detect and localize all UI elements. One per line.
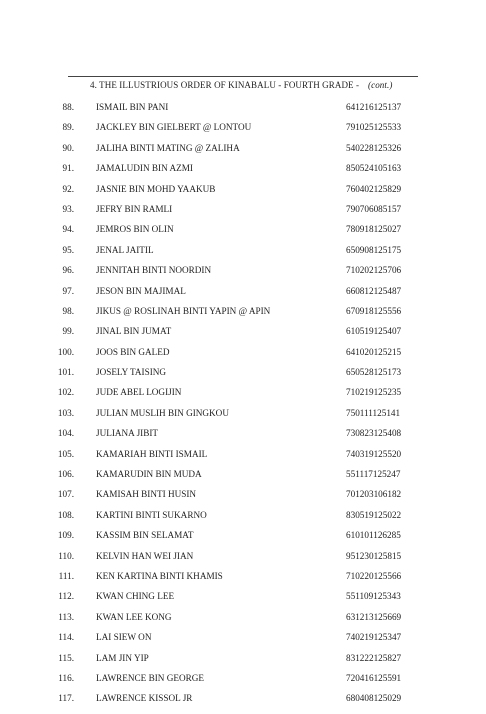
recipient-name: KWAN CHING LEE <box>96 591 175 602</box>
item-number: 92. <box>62 183 74 194</box>
item-number: 97. <box>62 285 74 296</box>
ic-number: 830519125022 <box>346 509 402 520</box>
item-number: 112. <box>58 591 74 602</box>
item-number: 115. <box>58 652 74 663</box>
header-divider <box>68 76 418 77</box>
recipient-name: KAMISAH BINTI HUSIN <box>96 489 197 500</box>
item-number: 108. <box>57 509 74 520</box>
recipient-list <box>0 102 486 714</box>
item-number: 116. <box>58 672 74 683</box>
list-item <box>0 122 486 142</box>
item-number: 96. <box>62 265 74 276</box>
ic-number: 951230125815 <box>346 550 402 561</box>
recipient-name: JENAL JAITIL <box>96 244 154 255</box>
recipient-name: JIKUS @ ROSLINAH BINTI YAPIN @ APIN <box>96 305 271 316</box>
list-item <box>0 591 486 611</box>
list-item <box>0 367 486 387</box>
ic-number: 641216125137 <box>346 102 402 112</box>
ic-number: 670918125556 <box>346 305 402 316</box>
ic-number: 790706085157 <box>346 203 402 214</box>
ic-number: 791025125533 <box>346 122 402 133</box>
ic-number: 831222125827 <box>346 652 402 663</box>
list-item <box>0 245 486 265</box>
list-item <box>0 224 486 244</box>
ic-number: 710220125566 <box>346 570 402 581</box>
item-number: 109. <box>57 530 74 541</box>
recipient-name: JUDE ABEL LOGIJIN <box>96 387 182 398</box>
ic-number: 780918125027 <box>346 224 402 235</box>
list-item <box>0 102 486 122</box>
recipient-name: JESON BIN MAJIMAL <box>96 285 186 296</box>
list-item <box>0 693 486 713</box>
item-number: 100. <box>57 346 74 357</box>
list-item <box>0 551 486 571</box>
recipient-name: JEMROS BIN OLIN <box>96 224 174 235</box>
list-item <box>0 530 486 550</box>
ic-number: 750111125141 <box>346 407 401 418</box>
item-number: 89. <box>62 122 74 133</box>
list-item <box>0 184 486 204</box>
ic-number: 720416125591 <box>346 672 402 683</box>
item-number: 93. <box>62 203 74 214</box>
ic-number: 641020125215 <box>346 346 402 357</box>
continued-label: (cont.) <box>368 80 393 90</box>
ic-number: 710219125235 <box>346 387 402 398</box>
list-item <box>0 449 486 469</box>
recipient-name: JOSELY TAISING <box>96 367 167 378</box>
recipient-name: KEN KARTINA BINTI KHAMIS <box>96 570 223 581</box>
item-number: 102. <box>57 387 74 398</box>
item-number: 104. <box>57 428 74 439</box>
list-item <box>0 408 486 428</box>
recipient-name: KELVIN HAN WEI JIAN <box>96 550 194 561</box>
recipient-name: JASNIE BIN MOHD YAAKUB <box>96 183 216 194</box>
recipient-name: JULIAN MUSLIH BIN GINGKOU <box>96 407 229 418</box>
list-item <box>0 347 486 367</box>
item-number: 98. <box>62 305 74 316</box>
recipient-name: JAMALUDIN BIN AZMI <box>96 163 193 174</box>
recipient-name: LAWRENCE KISSOL JR <box>96 693 193 704</box>
ic-number: 650908125175 <box>346 244 402 255</box>
list-item <box>0 306 486 326</box>
recipient-name: KARTINI BINTI SUKARNO <box>96 509 207 520</box>
item-number: 88. <box>62 102 74 112</box>
item-number: 103. <box>57 407 74 418</box>
ic-number: 701203106182 <box>346 489 402 500</box>
item-number: 117. <box>58 693 74 704</box>
ic-number: 710202125706 <box>346 265 402 276</box>
list-item <box>0 632 486 652</box>
list-item <box>0 469 486 489</box>
item-number: 107. <box>57 489 74 500</box>
item-number: 91. <box>62 163 74 174</box>
ic-number: 551117125247 <box>346 469 401 480</box>
recipient-name: KAMARUDIN BIN MUDA <box>96 469 202 480</box>
item-number: 90. <box>62 142 74 153</box>
list-item <box>0 387 486 407</box>
list-item <box>0 571 486 591</box>
ic-number: 740219125347 <box>346 632 402 643</box>
ic-number: 740319125520 <box>346 448 402 459</box>
ic-number: 850524105163 <box>346 163 402 174</box>
item-number: 105. <box>57 448 74 459</box>
ic-number: 660812125487 <box>346 285 402 296</box>
item-number: 106. <box>57 469 74 480</box>
recipient-name: JOOS BIN GALED <box>96 346 170 357</box>
recipient-name: KASSIM BIN SELAMAT <box>96 530 194 541</box>
recipient-name: JACKLEY BIN GIELBERT @ LONTOU <box>96 122 252 133</box>
recipient-name: JENNITAH BINTI NOORDIN <box>96 265 212 276</box>
recipient-name: JULIANA JIBIT <box>96 428 159 439</box>
ic-number: 730823125408 <box>346 428 402 439</box>
list-item <box>0 163 486 183</box>
list-item <box>0 510 486 530</box>
item-number: 113. <box>58 611 74 622</box>
list-item <box>0 204 486 224</box>
list-item <box>0 143 486 163</box>
ic-number: 540228125326 <box>346 142 402 153</box>
ic-number: 760402125829 <box>346 183 402 194</box>
section-title: 4. THE ILLUSTRIOUS ORDER OF KINABALU - FOURTH GRADE - <box>90 80 360 90</box>
recipient-name: JINAL BIN JUMAT <box>96 326 172 337</box>
recipient-name: LAM JIN YIP <box>96 652 149 663</box>
recipient-name: ISMAIL BIN PANI <box>96 102 169 112</box>
recipient-name: LAWRENCE BIN GEORGE <box>96 672 204 683</box>
ic-number: 680408125029 <box>346 693 402 704</box>
list-item <box>0 326 486 346</box>
item-number: 111. <box>58 570 74 581</box>
list-item <box>0 489 486 509</box>
list-item <box>0 265 486 285</box>
ic-number: 610519125407 <box>346 326 402 337</box>
ic-number: 551109125343 <box>346 591 401 602</box>
item-number: 94. <box>62 224 74 235</box>
list-item <box>0 653 486 673</box>
recipient-name: JEFRY BIN RAMLI <box>96 203 173 214</box>
item-number: 101. <box>57 367 74 378</box>
list-item <box>0 612 486 632</box>
item-number: 99. <box>62 326 74 337</box>
ic-number: 631213125669 <box>346 611 402 622</box>
item-number: 114. <box>58 632 74 643</box>
recipient-name: LAI SIEW ON <box>96 632 152 643</box>
recipient-name: KWAN LEE KONG <box>96 611 172 622</box>
item-number: 95. <box>62 244 74 255</box>
list-item <box>0 286 486 306</box>
item-number: 110. <box>58 550 74 561</box>
recipient-name: JALIHA BINTI MATING @ ZALIHA <box>96 142 240 153</box>
list-item <box>0 428 486 448</box>
ic-number: 610101126285 <box>346 530 401 541</box>
list-item <box>0 673 486 693</box>
ic-number: 650528125173 <box>346 367 402 378</box>
recipient-name: KAMARIAH BINTI ISMAIL <box>96 448 208 459</box>
